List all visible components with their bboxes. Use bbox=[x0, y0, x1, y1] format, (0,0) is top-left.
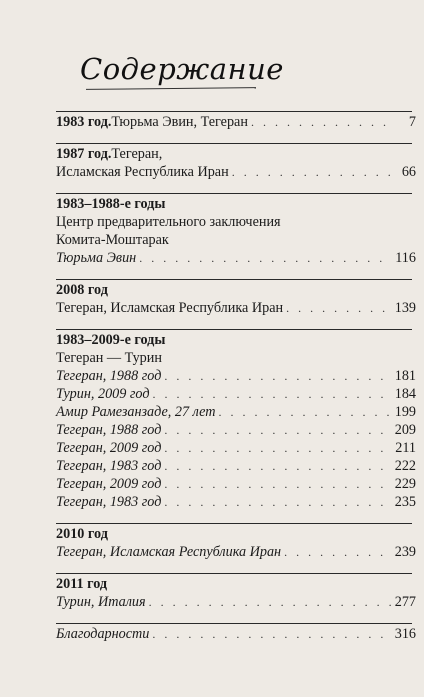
page-number: 235 bbox=[394, 494, 416, 510]
toc-section bbox=[56, 623, 416, 643]
dot-leader bbox=[153, 385, 391, 403]
entry-title: Центр предварительного заключения bbox=[56, 214, 281, 230]
entry-title: Тегеран, 1988 год bbox=[56, 422, 162, 438]
page-number: 139 bbox=[394, 300, 416, 316]
toc-entry bbox=[56, 213, 416, 231]
section-divider bbox=[56, 143, 412, 144]
page-number: 277 bbox=[394, 594, 416, 610]
entry-year: 2010 год bbox=[56, 526, 108, 542]
dot-leader bbox=[164, 475, 391, 493]
toc-section bbox=[56, 329, 416, 511]
toc-section bbox=[56, 193, 416, 267]
dot-leader bbox=[219, 403, 391, 421]
toc-entry bbox=[56, 331, 416, 349]
section-divider bbox=[56, 111, 412, 112]
toc-entry bbox=[56, 145, 416, 163]
page-number: 209 bbox=[394, 422, 416, 438]
toc-section bbox=[56, 573, 416, 611]
title-underline bbox=[86, 87, 256, 90]
entry-year: 2008 год bbox=[56, 282, 108, 298]
toc-title: Содержание bbox=[80, 52, 284, 86]
page-number: 66 bbox=[401, 164, 416, 180]
page-number: 116 bbox=[395, 250, 416, 266]
page-number: 181 bbox=[394, 368, 416, 384]
entry-title: Турин, Италия bbox=[56, 594, 146, 610]
dot-leader bbox=[152, 625, 391, 643]
section-divider bbox=[56, 279, 412, 280]
toc-entry bbox=[56, 593, 416, 611]
toc-entry bbox=[56, 299, 416, 317]
toc-entry bbox=[56, 403, 416, 421]
entry-year: 1983 год. bbox=[56, 114, 112, 130]
page-number: 199 bbox=[394, 404, 416, 420]
page-number: 316 bbox=[394, 626, 416, 642]
toc-section bbox=[56, 111, 416, 131]
section-divider bbox=[56, 193, 412, 194]
dot-leader bbox=[251, 113, 391, 131]
toc-entry bbox=[56, 625, 416, 643]
toc-entry bbox=[56, 421, 416, 439]
toc-entry bbox=[56, 163, 416, 181]
toc-entry bbox=[56, 385, 416, 403]
entry-title: Тегеран, 1983 год bbox=[56, 458, 162, 474]
section-divider bbox=[56, 623, 412, 624]
entry-title: Тегеран, bbox=[111, 146, 163, 162]
dot-leader bbox=[164, 493, 391, 511]
entry-year: 2011 год bbox=[56, 576, 108, 592]
toc-entry bbox=[56, 349, 416, 367]
entry-title: Тюрьма Эвин, Тегеран bbox=[111, 114, 248, 130]
entry-title: Тегеран, Исламская Республика Иран bbox=[56, 300, 284, 316]
page-number: 239 bbox=[394, 544, 416, 560]
section-divider bbox=[56, 523, 412, 524]
dot-leader bbox=[232, 163, 391, 181]
entry-title: Тюрьма Эвин bbox=[56, 250, 137, 266]
toc-section bbox=[56, 143, 416, 181]
page-number: 229 bbox=[394, 476, 416, 492]
entry-year: 1987 год. bbox=[56, 146, 112, 162]
toc-entry bbox=[56, 113, 416, 131]
toc-entry bbox=[56, 439, 416, 457]
entry-title: Амир Рамезанзаде, 27 лет bbox=[56, 404, 216, 420]
page-number: 7 bbox=[408, 114, 416, 130]
page-number: 222 bbox=[394, 458, 416, 474]
entry-title: Исламская Республика Иран bbox=[56, 164, 229, 180]
entry-title: Тегеран, 2009 год bbox=[56, 440, 162, 456]
section-divider bbox=[56, 329, 412, 330]
entry-year: 1983–2009-е годы bbox=[56, 332, 166, 348]
toc-entry bbox=[56, 493, 416, 511]
entry-title: Тегеран, 2009 год bbox=[56, 476, 162, 492]
dot-leader bbox=[164, 457, 391, 475]
dot-leader bbox=[164, 439, 391, 457]
toc-list bbox=[56, 111, 416, 655]
page-number: 211 bbox=[395, 440, 416, 456]
entry-title: Комита-Моштарак bbox=[56, 232, 169, 248]
dot-leader bbox=[139, 249, 391, 267]
toc-entry bbox=[56, 525, 416, 543]
entry-title: Тегеран, Исламская Республика Иран bbox=[56, 544, 282, 560]
toc-entry bbox=[56, 195, 416, 213]
page-number: 184 bbox=[394, 386, 416, 402]
toc-section bbox=[56, 279, 416, 317]
entry-title: Благодарности bbox=[56, 626, 150, 642]
toc-entry bbox=[56, 231, 416, 249]
dot-leader bbox=[284, 543, 391, 561]
entry-title: Тегеран — Турин bbox=[56, 350, 162, 366]
section-divider bbox=[56, 573, 412, 574]
entry-title: Тегеран, 1988 год bbox=[56, 368, 162, 384]
toc-entry bbox=[56, 475, 416, 493]
toc-entry bbox=[56, 457, 416, 475]
toc-section bbox=[56, 523, 416, 561]
toc-entry bbox=[56, 281, 416, 299]
dot-leader bbox=[164, 421, 391, 439]
entry-year: 1983–1988-е годы bbox=[56, 196, 166, 212]
dot-leader bbox=[286, 299, 391, 317]
dot-leader bbox=[164, 367, 391, 385]
entry-title: Турин, 2009 год bbox=[56, 386, 150, 402]
dot-leader bbox=[149, 593, 391, 611]
toc-entry bbox=[56, 543, 416, 561]
toc-entry bbox=[56, 249, 416, 267]
toc-entry bbox=[56, 575, 416, 593]
entry-title: Тегеран, 1983 год bbox=[56, 494, 162, 510]
toc-entry bbox=[56, 367, 416, 385]
